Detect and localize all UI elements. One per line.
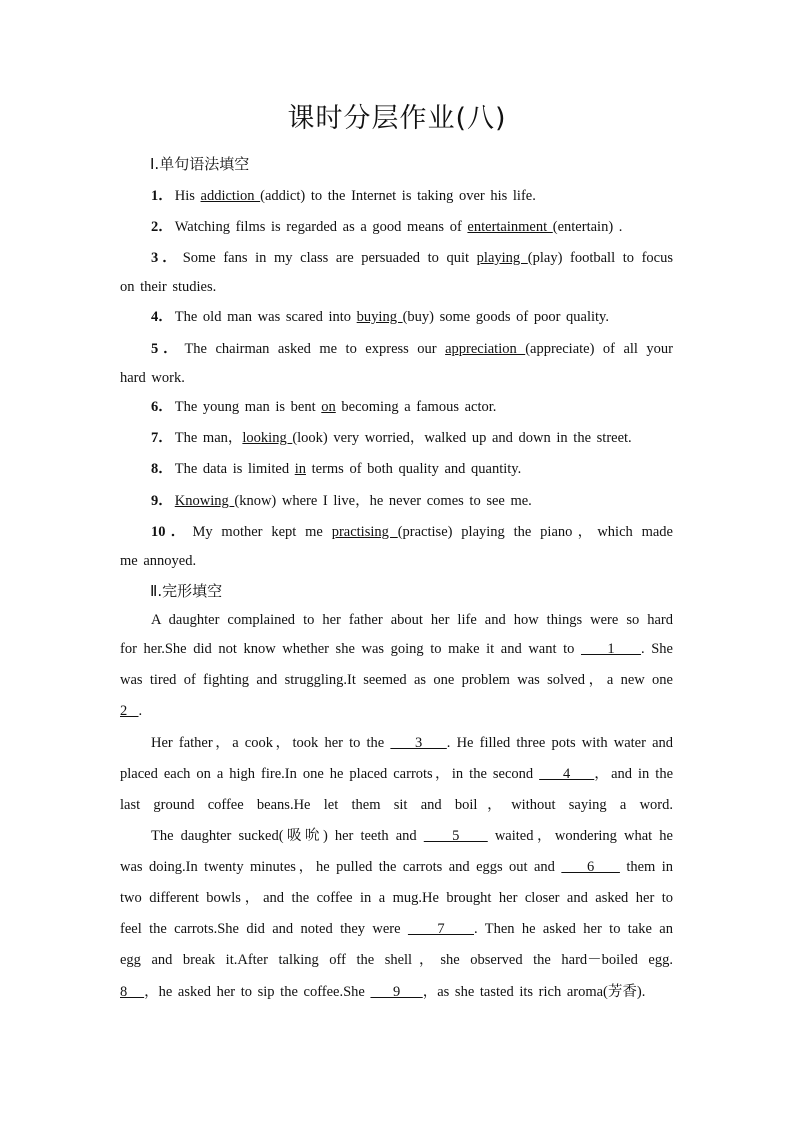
question-number: 5． [151,341,183,357]
question-number: 6． [151,399,173,415]
question-2: 2． Watching films is regarded as a good means of entertainment (entertain) . [151,219,623,235]
cloze-line: feel the carrots.She did and noted they were 7 . Then he asked her to take an [120,921,673,937]
answer: practising [331,524,398,540]
cloze-blank-8: 8 [120,984,145,1000]
question-10-continued: me annoyed. [120,553,197,569]
section-heading-grammar: Ⅰ.单句语法填空 [150,155,250,173]
section-heading-cloze: Ⅱ.完形填空 [150,582,223,600]
question-4: 4． The old man was scared into buying (buy) some goods of poor quality. [151,309,609,325]
cloze-line: 2 . [120,703,143,719]
question-number: 9． [151,493,173,509]
question-6: 6． The young man is bent on becoming a famous actor. [151,399,497,415]
cloze-line: was doing.In twenty minutes，he pulled the carrots and eggs out and 6 them in [120,859,674,875]
question-9: 9． Knowing (know) where I live，he never comes to see me. [151,493,532,509]
answer: buying [356,309,403,325]
cloze-blank-1: 1 [580,641,642,657]
question-number: 1． [151,188,173,204]
question-7: 7． The man，looking (look) very worried，walked up and down in the street. [151,430,632,446]
question-3-continued: on their studies. [120,279,217,295]
cloze-blank-2: 2 [120,703,139,719]
question-8: 8． The data is limited in terms of both quality and quantity. [151,461,522,477]
cloze-blank-6: 6 [561,859,620,875]
cloze-blank-4: 4 [539,766,595,782]
question-5-continued: hard work. [120,370,185,386]
cloze-line: last ground coffee beans.He let them sit and boil，without saying a word. [120,797,673,813]
answer: in [294,461,306,477]
answer: appreciation [445,341,526,357]
question-10: 10． My mother kept me practising (practise) playing the piano，which made [151,524,673,540]
question-3: 3． Some fans in my class are persuaded to quit playing (play) football to focus [151,250,674,266]
cloze-line: A daughter complained to her father about her life and how things were so hard [151,612,673,628]
cloze-line: two different bowls，and the coffee in a mug.He brought her closer and asked her to [120,890,673,906]
cloze-line: Her father，a cook，took her to the 3 . He filled three pots with water and [151,735,674,751]
answer: Knowing [174,493,235,509]
question-number: 10． [151,524,191,540]
question-1: 1． His addiction (addict) to the Internet is taking over his life. [151,188,536,204]
question-number: 3． [151,250,181,266]
question-5: 5． The chairman asked me to express our appreciation (appreciate) of all your [151,341,674,357]
answer: looking [242,430,293,446]
question-number: 7． [151,430,173,446]
cloze-line: egg and break it.After talking off the shell，she observed the hard－boiled egg. [120,952,673,968]
cloze-blank-7: 7 [407,921,475,937]
cloze-blank-9: 9 [370,984,423,1000]
cloze-line: The daughter sucked(吸吮) her teeth and 5 waited，wondering what he [151,828,673,844]
question-number: 8． [151,461,173,477]
answer: entertainment [467,219,553,235]
answer: on [321,399,336,415]
cloze-blank-3: 3 [390,735,447,751]
answer: addiction [200,188,261,204]
cloze-line: for her.She did not know whether she was going to make it and want to 1 . She [120,641,673,657]
cloze-line: placed each on a high fire.In one he placed carrots，in the second 4 ，and in the [120,766,674,782]
cloze-line: was tired of fighting and struggling.It seemed as one problem was solved，a new one [120,672,673,688]
cloze-blank-5: 5 [423,828,488,844]
page-title: 课时分层作业(八) [287,103,507,134]
question-number: 2． [151,219,173,235]
cloze-line: 8 ，he asked her to sip the coffee.She 9 ，as she tasted its rich aroma(芳香). [120,984,646,1000]
question-number: 4． [151,309,173,325]
answer: playing [476,250,528,266]
